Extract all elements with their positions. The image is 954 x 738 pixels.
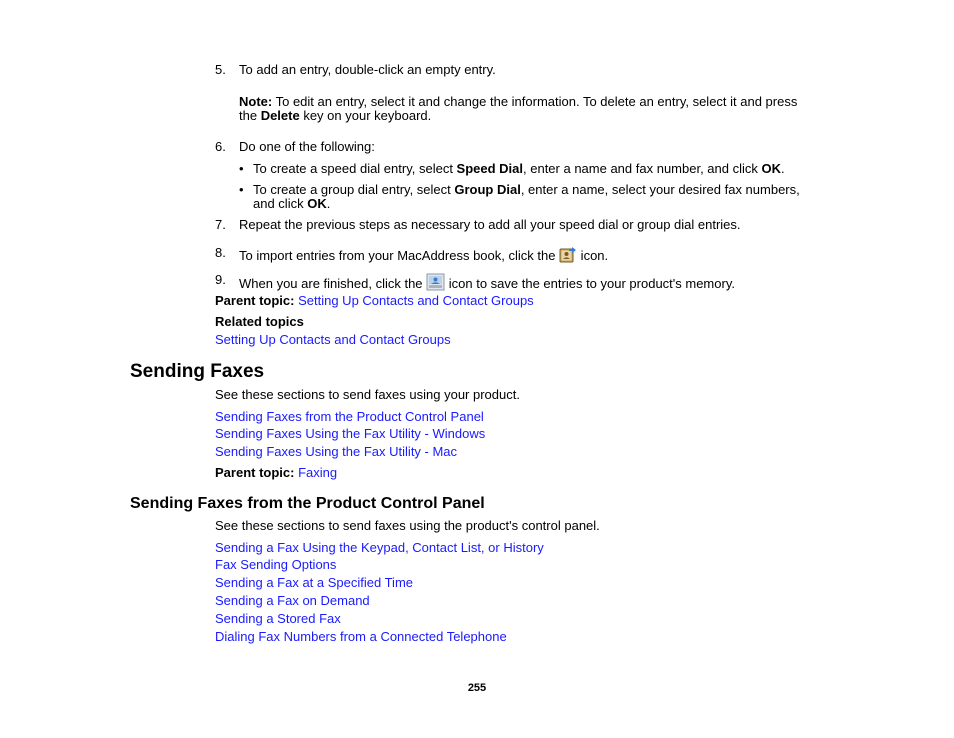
speed-dial-bold: Speed Dial [456,161,524,176]
bullet-text-line-2 [253,197,330,211]
step-text [239,246,608,263]
subsection-intro: See these sections to send faxes using the product's control panel. [215,518,600,533]
note-line-2 [239,109,431,123]
parent-topic-link[interactable]: Faxing [298,465,338,480]
related-topics-label: Related topics [215,314,304,329]
section-heading: Sending Faxes [130,361,265,382]
text: and click [253,196,308,211]
page-number: 255 [467,682,487,694]
parent-topic [215,294,534,308]
save-to-product-icon [426,273,445,291]
step-text: To add an entry, double-click an empty entry. [239,62,496,77]
topic-link[interactable]: Sending Faxes Using the Fax Utility - Mac [215,444,458,459]
group-dial-bold: Group Dial [454,182,521,197]
step-number: 6. [215,139,226,154]
topic-link[interactable]: Sending Faxes Using the Fax Utility - Windows [215,426,486,441]
text: To import entries from your MacAddress book, click the [239,248,560,263]
text: When you are finished, click the [239,276,427,291]
step-number: 7. [215,217,226,232]
delete-key: Delete [260,108,300,123]
import-address-book-icon [559,246,577,263]
topic-link[interactable]: Sending a Fax on Demand [215,593,370,608]
bullet-text [253,162,785,176]
text: To create a speed dial entry, select [253,161,457,176]
topic-link[interactable]: Dialing Fax Numbers from a Connected Telephone [215,629,507,644]
step-text: Repeat the previous steps as necessary to add all your speed dial or group dial entries. [239,217,741,232]
parent-topic-link[interactable]: Setting Up Contacts and Contact Groups [298,293,534,308]
parent-topic-label: Parent topic: [215,465,295,480]
ok-bold: OK [307,196,327,211]
topic-link[interactable]: Sending Faxes from the Product Control Panel [215,409,484,424]
note-text: the [239,108,261,123]
text: . [326,196,331,211]
step-text [239,273,735,291]
step-number: 9. [215,272,226,287]
topic-link[interactable]: Fax Sending Options [215,557,337,572]
step-text: Do one of the following: [239,139,375,154]
text: icon. [577,248,609,263]
subsection-heading: Sending Faxes from the Product Control Panel [130,495,485,512]
parent-topic-label: Parent topic: [215,293,295,308]
topic-link[interactable]: Sending a Stored Fax [215,611,341,626]
parent-topic [215,466,337,480]
topic-link[interactable]: Sending a Fax at a Specified Time [215,575,414,590]
note [239,95,797,109]
ok-bold: OK [761,161,781,176]
section-intro: See these sections to send faxes using your product. [215,387,520,402]
note-text: key on your keyboard. [299,108,432,123]
text: icon to save the entries to your product's memory. [445,276,735,291]
text: , enter a name and fax number, and click [523,161,762,176]
bullet-text [253,183,800,197]
text: , enter a name, select your desired fax numbers, [520,182,800,197]
related-topic-link[interactable]: Setting Up Contacts and Contact Groups [215,332,451,347]
text: . [780,161,785,176]
bullet: • [239,161,244,176]
step-number: 5. [215,62,226,77]
bullet: • [239,182,244,197]
step-number: 8. [215,245,226,260]
topic-link[interactable]: Sending a Fax Using the Keypad, Contact List, or History [215,540,544,555]
note-text: To edit an entry, select it and change the information. To delete an entry, select it and press [272,94,798,109]
text: To create a group dial entry, select [253,182,455,197]
note-label: Note: [239,94,273,109]
